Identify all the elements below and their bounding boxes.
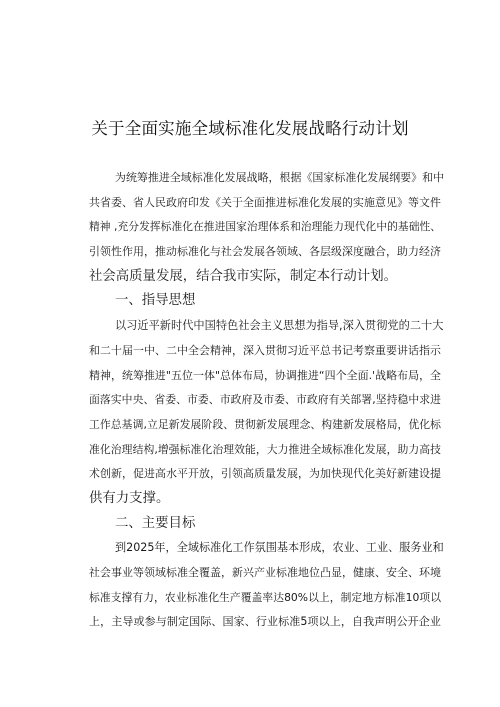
section-heading-guiding-ideology: 一、指导思想: [115, 293, 196, 309]
paragraph-line: 社会高质量发展，结合我市实际，制定本行动计划。: [89, 268, 397, 284]
paragraph-line: 准化治理结构,增强标准化治理效能，大力推进全域标准化发展，助力高技: [89, 442, 441, 456]
paragraph-line: 工作总基调,立足新发展阶段、贯彻新发展理念、构建新发展格局，优化标: [89, 417, 441, 431]
paragraph-line: 精神 ,充分发挥标准化在推进国家治理体系和治理能力现代化中的基础性、: [89, 220, 441, 234]
guiding-ideology-paragraph: [89, 314, 444, 512]
paragraph-line: 引领性作用，推动标准化与社会发展各领域、各层级深度融合，助力经济: [89, 245, 441, 259]
paragraph-line: 为统筹推进全域标准化发展战略，根据《国家标准化发展纲要》和中: [115, 171, 445, 184]
paragraph-line: 社会事业等领域标准全覆盖，新兴产业标准地位凸显，健康、安全、环境: [89, 566, 441, 579]
document-title: 关于全面实施全域标准化发展战略行动计划: [91, 119, 409, 138]
paragraph-line: 和二十届一中、二中全会精神，深入贯彻习近平总书记考察重要讲话指示: [89, 343, 441, 357]
paragraph-line: 术创新，促进高水平开放，引领高质量发展，为加快现代化美好新建设提: [89, 467, 441, 481]
paragraph-line: 标准支撑有力，农业标准化生产覆盖率达80%以上，制定地方标准10项以: [89, 590, 441, 604]
document-body: [89, 166, 445, 635]
paragraph-line: 精神，统筹推进"五位一体"总体布局，协调推进“四个全面.'战略布局，全: [89, 368, 441, 382]
paragraph-line: 上，主导或参与制定国际、国家、行业标准5项以上，自我声明公开企业: [89, 615, 441, 629]
main-goals-paragraph: [89, 536, 444, 635]
paragraph-line: 共省委、省人民政府印发《关于全面推进标准化发展的实施意见》等文件: [89, 195, 441, 209]
paragraph-line: 以习近平新时代中国特色社会主义思想为指导,深入贯彻党的二十大: [115, 319, 444, 333]
paragraph-line: 面落实中央、省委、市委、市政府及市委、市政府有关部署,坚持稳中求进: [89, 393, 441, 407]
section-heading-main-goals: 二、主要目标: [115, 515, 196, 531]
paragraph-line: 到2025年，全域标准化工作氛围基本形成，农业、工业、服务业和: [115, 541, 444, 555]
paragraph-line: 供有力支撑。: [89, 490, 170, 506]
intro-paragraph: [89, 166, 445, 289]
